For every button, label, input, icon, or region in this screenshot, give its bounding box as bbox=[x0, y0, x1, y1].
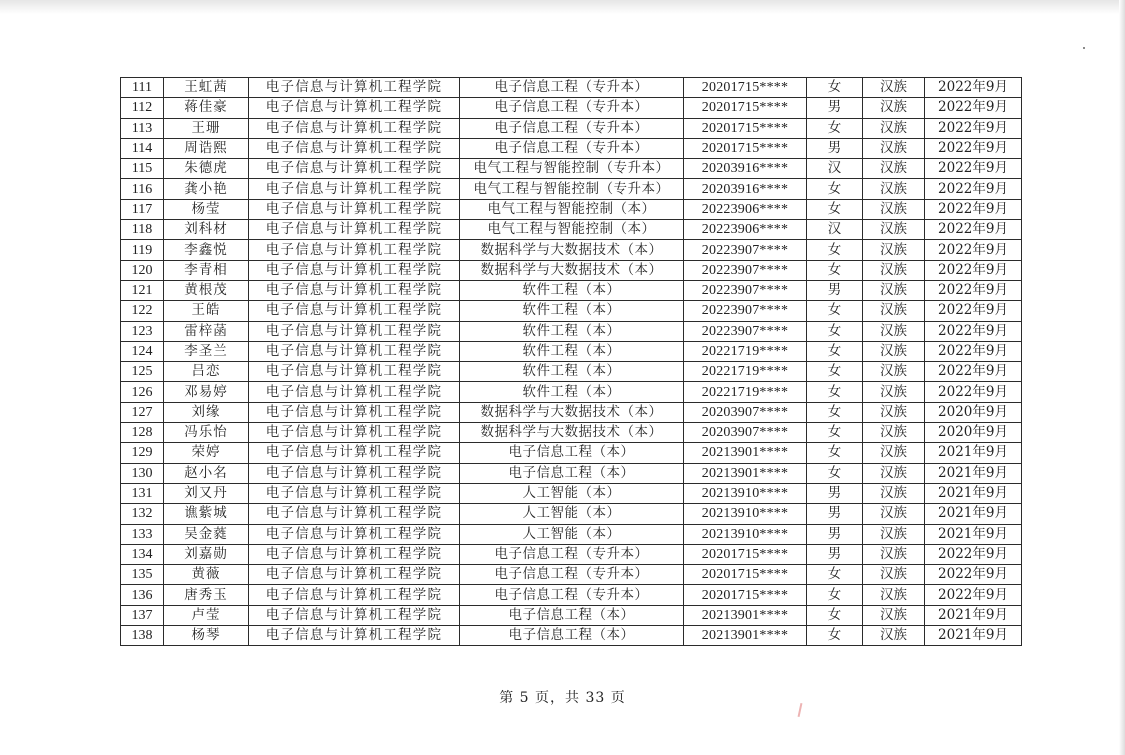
cell-college: 电子信息与计算机工程学院 bbox=[249, 605, 460, 625]
cell-ethnicity: 汉族 bbox=[863, 341, 925, 361]
cell-student-name: 王珊 bbox=[164, 118, 249, 138]
cell-student-number: 20203916**** bbox=[684, 179, 807, 199]
cell-enrollment-date: 2021年9月 bbox=[925, 463, 1022, 483]
cell-student-number: 20213901**** bbox=[684, 605, 807, 625]
cell-row-number: 120 bbox=[121, 260, 164, 280]
cell-row-number: 129 bbox=[121, 443, 164, 463]
cell-student-number: 20213910**** bbox=[684, 483, 807, 503]
cell-student-name: 王虹茜 bbox=[164, 78, 249, 98]
cell-enrollment-date: 2022年9月 bbox=[925, 382, 1022, 402]
cell-gender: 女 bbox=[807, 118, 863, 138]
cell-ethnicity: 汉族 bbox=[863, 321, 925, 341]
cell-major: 人工智能（本） bbox=[460, 483, 684, 503]
cell-college: 电子信息与计算机工程学院 bbox=[249, 199, 460, 219]
cell-row-number: 133 bbox=[121, 524, 164, 544]
cell-student-number: 20223907**** bbox=[684, 240, 807, 260]
cell-college: 电子信息与计算机工程学院 bbox=[249, 78, 460, 98]
cell-gender: 女 bbox=[807, 78, 863, 98]
cell-enrollment-date: 2022年9月 bbox=[925, 199, 1022, 219]
table-row bbox=[121, 443, 1022, 463]
table-row bbox=[121, 504, 1022, 524]
cell-student-name: 黄根茂 bbox=[164, 280, 249, 300]
cell-ethnicity: 汉族 bbox=[863, 626, 925, 646]
table-row bbox=[121, 483, 1022, 503]
cell-student-number: 20201715**** bbox=[684, 138, 807, 158]
cell-row-number: 128 bbox=[121, 423, 164, 443]
cell-major: 电子信息工程（专升本） bbox=[460, 78, 684, 98]
table-row bbox=[121, 565, 1022, 585]
cell-student-number: 20213901**** bbox=[684, 463, 807, 483]
cell-gender: 汉 bbox=[807, 220, 863, 240]
table-row bbox=[121, 98, 1022, 118]
cell-major: 电气工程与智能控制（专升本） bbox=[460, 179, 684, 199]
cell-college: 电子信息与计算机工程学院 bbox=[249, 423, 460, 443]
cell-major: 数据科学与大数据技术（本） bbox=[460, 260, 684, 280]
cell-gender: 女 bbox=[807, 585, 863, 605]
cell-major: 电子信息工程（本） bbox=[460, 463, 684, 483]
cell-student-name: 李圣兰 bbox=[164, 341, 249, 361]
table-row bbox=[121, 199, 1022, 219]
cell-student-name: 杨莹 bbox=[164, 199, 249, 219]
cell-enrollment-date: 2022年9月 bbox=[925, 260, 1022, 280]
cell-student-number: 20223907**** bbox=[684, 301, 807, 321]
cell-student-name: 吕恋 bbox=[164, 362, 249, 382]
cell-enrollment-date: 2021年9月 bbox=[925, 626, 1022, 646]
cell-enrollment-date: 2022年9月 bbox=[925, 301, 1022, 321]
cell-student-number: 20203916**** bbox=[684, 159, 807, 179]
cell-student-number: 20201715**** bbox=[684, 78, 807, 98]
cell-ethnicity: 汉族 bbox=[863, 524, 925, 544]
cell-college: 电子信息与计算机工程学院 bbox=[249, 159, 460, 179]
cell-enrollment-date: 2022年9月 bbox=[925, 118, 1022, 138]
cell-major: 软件工程（本） bbox=[460, 341, 684, 361]
cell-ethnicity: 汉族 bbox=[863, 301, 925, 321]
cell-gender: 女 bbox=[807, 382, 863, 402]
scan-speck bbox=[1083, 47, 1085, 49]
cell-student-name: 李青相 bbox=[164, 260, 249, 280]
cell-student-number: 20203907**** bbox=[684, 423, 807, 443]
cell-row-number: 118 bbox=[121, 220, 164, 240]
cell-enrollment-date: 2022年9月 bbox=[925, 240, 1022, 260]
cell-enrollment-date: 2020年9月 bbox=[925, 402, 1022, 422]
cell-gender: 女 bbox=[807, 260, 863, 280]
cell-row-number: 112 bbox=[121, 98, 164, 118]
cell-row-number: 137 bbox=[121, 605, 164, 625]
cell-ethnicity: 汉族 bbox=[863, 199, 925, 219]
table-row bbox=[121, 341, 1022, 361]
cell-major: 人工智能（本） bbox=[460, 504, 684, 524]
cell-ethnicity: 汉族 bbox=[863, 220, 925, 240]
cell-ethnicity: 汉族 bbox=[863, 78, 925, 98]
cell-student-number: 20213901**** bbox=[684, 626, 807, 646]
cell-major: 数据科学与大数据技术（本） bbox=[460, 423, 684, 443]
cell-major: 电气工程与智能控制（本） bbox=[460, 199, 684, 219]
cell-ethnicity: 汉族 bbox=[863, 98, 925, 118]
cell-college: 电子信息与计算机工程学院 bbox=[249, 98, 460, 118]
cell-student-name: 朱德虎 bbox=[164, 159, 249, 179]
table-row bbox=[121, 301, 1022, 321]
cell-gender: 男 bbox=[807, 138, 863, 158]
cell-row-number: 124 bbox=[121, 341, 164, 361]
cell-major: 电气工程与智能控制（专升本） bbox=[460, 159, 684, 179]
cell-college: 电子信息与计算机工程学院 bbox=[249, 565, 460, 585]
cell-ethnicity: 汉族 bbox=[863, 585, 925, 605]
cell-enrollment-date: 2022年9月 bbox=[925, 98, 1022, 118]
cell-enrollment-date: 2022年9月 bbox=[925, 585, 1022, 605]
cell-student-number: 20223907**** bbox=[684, 321, 807, 341]
cell-student-number: 20213910**** bbox=[684, 504, 807, 524]
cell-college: 电子信息与计算机工程学院 bbox=[249, 240, 460, 260]
table-row bbox=[121, 118, 1022, 138]
cell-college: 电子信息与计算机工程学院 bbox=[249, 382, 460, 402]
cell-student-name: 蒋佳豪 bbox=[164, 98, 249, 118]
cell-student-number: 20223906**** bbox=[684, 199, 807, 219]
table-row bbox=[121, 220, 1022, 240]
table-row bbox=[121, 585, 1022, 605]
table-row bbox=[121, 382, 1022, 402]
cell-enrollment-date: 2022年9月 bbox=[925, 544, 1022, 564]
cell-student-number: 20201715**** bbox=[684, 544, 807, 564]
cell-major: 电子信息工程（专升本） bbox=[460, 585, 684, 605]
cell-major: 数据科学与大数据技术（本） bbox=[460, 240, 684, 260]
cell-row-number: 126 bbox=[121, 382, 164, 402]
cell-ethnicity: 汉族 bbox=[863, 382, 925, 402]
cell-major: 软件工程（本） bbox=[460, 382, 684, 402]
cell-college: 电子信息与计算机工程学院 bbox=[249, 301, 460, 321]
cell-gender: 女 bbox=[807, 463, 863, 483]
cell-student-name: 周诰熙 bbox=[164, 138, 249, 158]
cell-ethnicity: 汉族 bbox=[863, 179, 925, 199]
cell-student-number: 20223906**** bbox=[684, 220, 807, 240]
cell-college: 电子信息与计算机工程学院 bbox=[249, 260, 460, 280]
cell-student-name: 唐秀玉 bbox=[164, 585, 249, 605]
page-number-footer: 第 5 页，共 33 页 bbox=[499, 690, 626, 706]
cell-ethnicity: 汉族 bbox=[863, 483, 925, 503]
cell-enrollment-date: 2022年9月 bbox=[925, 78, 1022, 98]
cell-gender: 女 bbox=[807, 443, 863, 463]
cell-ethnicity: 汉族 bbox=[863, 544, 925, 564]
table-row bbox=[121, 423, 1022, 443]
cell-student-name: 刘又丹 bbox=[164, 483, 249, 503]
cell-row-number: 123 bbox=[121, 321, 164, 341]
cell-college: 电子信息与计算机工程学院 bbox=[249, 179, 460, 199]
cell-student-number: 20201715**** bbox=[684, 118, 807, 138]
cell-gender: 男 bbox=[807, 524, 863, 544]
cell-gender: 女 bbox=[807, 301, 863, 321]
cell-major: 电子信息工程（专升本） bbox=[460, 98, 684, 118]
roster-body bbox=[121, 78, 1022, 646]
cell-major: 软件工程（本） bbox=[460, 301, 684, 321]
scan-edge-right bbox=[1119, 0, 1125, 755]
cell-college: 电子信息与计算机工程学院 bbox=[249, 220, 460, 240]
cell-college: 电子信息与计算机工程学院 bbox=[249, 280, 460, 300]
cell-major: 软件工程（本） bbox=[460, 280, 684, 300]
table-row bbox=[121, 605, 1022, 625]
cell-ethnicity: 汉族 bbox=[863, 605, 925, 625]
cell-major: 电子信息工程（专升本） bbox=[460, 565, 684, 585]
cell-ethnicity: 汉族 bbox=[863, 362, 925, 382]
cell-student-number: 20201715**** bbox=[684, 565, 807, 585]
cell-student-name: 赵小名 bbox=[164, 463, 249, 483]
cell-college: 电子信息与计算机工程学院 bbox=[249, 483, 460, 503]
cell-major: 软件工程（本） bbox=[460, 321, 684, 341]
cell-ethnicity: 汉族 bbox=[863, 443, 925, 463]
cell-student-name: 王皓 bbox=[164, 301, 249, 321]
cell-enrollment-date: 2022年9月 bbox=[925, 341, 1022, 361]
table-row bbox=[121, 78, 1022, 98]
cell-student-number: 20213910**** bbox=[684, 524, 807, 544]
cell-student-number: 20201715**** bbox=[684, 585, 807, 605]
cell-row-number: 113 bbox=[121, 118, 164, 138]
cell-gender: 女 bbox=[807, 402, 863, 422]
cell-college: 电子信息与计算机工程学院 bbox=[249, 626, 460, 646]
cell-student-number: 20221719**** bbox=[684, 362, 807, 382]
cell-gender: 女 bbox=[807, 341, 863, 361]
cell-gender: 女 bbox=[807, 423, 863, 443]
cell-gender: 女 bbox=[807, 240, 863, 260]
cell-college: 电子信息与计算机工程学院 bbox=[249, 402, 460, 422]
cell-college: 电子信息与计算机工程学院 bbox=[249, 362, 460, 382]
cell-enrollment-date: 2022年9月 bbox=[925, 179, 1022, 199]
cell-enrollment-date: 2022年9月 bbox=[925, 362, 1022, 382]
cell-row-number: 111 bbox=[121, 78, 164, 98]
cell-student-name: 李鑫悦 bbox=[164, 240, 249, 260]
cell-enrollment-date: 2020年9月 bbox=[925, 423, 1022, 443]
cell-major: 电气工程与智能控制（本） bbox=[460, 220, 684, 240]
cell-row-number: 117 bbox=[121, 199, 164, 219]
cell-major: 电子信息工程（本） bbox=[460, 443, 684, 463]
cell-ethnicity: 汉族 bbox=[863, 504, 925, 524]
cell-college: 电子信息与计算机工程学院 bbox=[249, 585, 460, 605]
cell-ethnicity: 汉族 bbox=[863, 260, 925, 280]
table-row bbox=[121, 402, 1022, 422]
cell-major: 数据科学与大数据技术（本） bbox=[460, 402, 684, 422]
cell-row-number: 119 bbox=[121, 240, 164, 260]
cell-student-number: 20221719**** bbox=[684, 341, 807, 361]
cell-row-number: 136 bbox=[121, 585, 164, 605]
table-row bbox=[121, 159, 1022, 179]
cell-gender: 男 bbox=[807, 504, 863, 524]
cell-gender: 男 bbox=[807, 483, 863, 503]
cell-student-number: 20213901**** bbox=[684, 443, 807, 463]
cell-enrollment-date: 2022年9月 bbox=[925, 321, 1022, 341]
cell-enrollment-date: 2021年9月 bbox=[925, 504, 1022, 524]
table-row bbox=[121, 463, 1022, 483]
cell-gender: 女 bbox=[807, 626, 863, 646]
cell-student-name: 吴金蕤 bbox=[164, 524, 249, 544]
cell-gender: 男 bbox=[807, 98, 863, 118]
cell-major: 电子信息工程（专升本） bbox=[460, 138, 684, 158]
cell-gender: 汉 bbox=[807, 159, 863, 179]
cell-college: 电子信息与计算机工程学院 bbox=[249, 544, 460, 564]
table-row bbox=[121, 280, 1022, 300]
cell-gender: 女 bbox=[807, 199, 863, 219]
cell-major: 电子信息工程（本） bbox=[460, 626, 684, 646]
cell-row-number: 131 bbox=[121, 483, 164, 503]
cell-student-number: 20223907**** bbox=[684, 280, 807, 300]
table-row bbox=[121, 321, 1022, 341]
cell-enrollment-date: 2021年9月 bbox=[925, 443, 1022, 463]
table-row bbox=[121, 138, 1022, 158]
cell-row-number: 130 bbox=[121, 463, 164, 483]
cell-ethnicity: 汉族 bbox=[863, 118, 925, 138]
cell-row-number: 115 bbox=[121, 159, 164, 179]
cell-student-name: 刘缘 bbox=[164, 402, 249, 422]
cell-row-number: 138 bbox=[121, 626, 164, 646]
cell-row-number: 121 bbox=[121, 280, 164, 300]
table-row bbox=[121, 260, 1022, 280]
cell-student-name: 杨琴 bbox=[164, 626, 249, 646]
cell-ethnicity: 汉族 bbox=[863, 402, 925, 422]
cell-student-name: 冯乐怡 bbox=[164, 423, 249, 443]
cell-row-number: 114 bbox=[121, 138, 164, 158]
table-row bbox=[121, 524, 1022, 544]
cell-student-number: 20201715**** bbox=[684, 98, 807, 118]
cell-ethnicity: 汉族 bbox=[863, 565, 925, 585]
cell-ethnicity: 汉族 bbox=[863, 280, 925, 300]
cell-row-number: 125 bbox=[121, 362, 164, 382]
cell-college: 电子信息与计算机工程学院 bbox=[249, 138, 460, 158]
cell-gender: 女 bbox=[807, 605, 863, 625]
cell-row-number: 116 bbox=[121, 179, 164, 199]
cell-enrollment-date: 2022年9月 bbox=[925, 280, 1022, 300]
table-row bbox=[121, 544, 1022, 564]
cell-enrollment-date: 2021年9月 bbox=[925, 524, 1022, 544]
cell-ethnicity: 汉族 bbox=[863, 159, 925, 179]
cell-gender: 男 bbox=[807, 280, 863, 300]
cell-row-number: 135 bbox=[121, 565, 164, 585]
cell-student-number: 20221719**** bbox=[684, 382, 807, 402]
cell-student-name: 刘嘉勋 bbox=[164, 544, 249, 564]
cell-college: 电子信息与计算机工程学院 bbox=[249, 321, 460, 341]
cell-gender: 女 bbox=[807, 321, 863, 341]
cell-student-name: 黄薇 bbox=[164, 565, 249, 585]
cell-row-number: 122 bbox=[121, 301, 164, 321]
cell-gender: 女 bbox=[807, 179, 863, 199]
cell-enrollment-date: 2022年9月 bbox=[925, 159, 1022, 179]
cell-ethnicity: 汉族 bbox=[863, 138, 925, 158]
cell-student-name: 荣婷 bbox=[164, 443, 249, 463]
cell-student-name: 雷梓菡 bbox=[164, 321, 249, 341]
cell-row-number: 127 bbox=[121, 402, 164, 422]
cell-row-number: 132 bbox=[121, 504, 164, 524]
cell-gender: 女 bbox=[807, 565, 863, 585]
cell-major: 电子信息工程（专升本） bbox=[460, 118, 684, 138]
cell-student-name: 邓易婷 bbox=[164, 382, 249, 402]
cell-college: 电子信息与计算机工程学院 bbox=[249, 341, 460, 361]
cell-college: 电子信息与计算机工程学院 bbox=[249, 443, 460, 463]
cell-major: 软件工程（本） bbox=[460, 362, 684, 382]
cell-college: 电子信息与计算机工程学院 bbox=[249, 504, 460, 524]
cell-enrollment-date: 2022年9月 bbox=[925, 220, 1022, 240]
cell-college: 电子信息与计算机工程学院 bbox=[249, 118, 460, 138]
cell-enrollment-date: 2021年9月 bbox=[925, 483, 1022, 503]
cell-row-number: 134 bbox=[121, 544, 164, 564]
cell-gender: 女 bbox=[807, 362, 863, 382]
cell-major: 电子信息工程（本） bbox=[460, 605, 684, 625]
cell-student-name: 刘科材 bbox=[164, 220, 249, 240]
cell-ethnicity: 汉族 bbox=[863, 423, 925, 443]
table-row bbox=[121, 179, 1022, 199]
cell-major: 电子信息工程（专升本） bbox=[460, 544, 684, 564]
cell-ethnicity: 汉族 bbox=[863, 463, 925, 483]
cell-enrollment-date: 2022年9月 bbox=[925, 565, 1022, 585]
cell-student-number: 20203907**** bbox=[684, 402, 807, 422]
cell-student-name: 龚小艳 bbox=[164, 179, 249, 199]
table-row bbox=[121, 240, 1022, 260]
student-roster-table bbox=[120, 77, 1022, 646]
scan-edge-top bbox=[0, 0, 1125, 14]
cell-enrollment-date: 2022年9月 bbox=[925, 138, 1022, 158]
table-row bbox=[121, 362, 1022, 382]
cell-college: 电子信息与计算机工程学院 bbox=[249, 463, 460, 483]
cell-major: 人工智能（本） bbox=[460, 524, 684, 544]
cell-student-name: 卢莹 bbox=[164, 605, 249, 625]
cell-ethnicity: 汉族 bbox=[863, 240, 925, 260]
cell-enrollment-date: 2021年9月 bbox=[925, 605, 1022, 625]
cell-student-name: 谯紫城 bbox=[164, 504, 249, 524]
cell-student-number: 20223907**** bbox=[684, 260, 807, 280]
cell-college: 电子信息与计算机工程学院 bbox=[249, 524, 460, 544]
cell-gender: 男 bbox=[807, 544, 863, 564]
table-row bbox=[121, 626, 1022, 646]
